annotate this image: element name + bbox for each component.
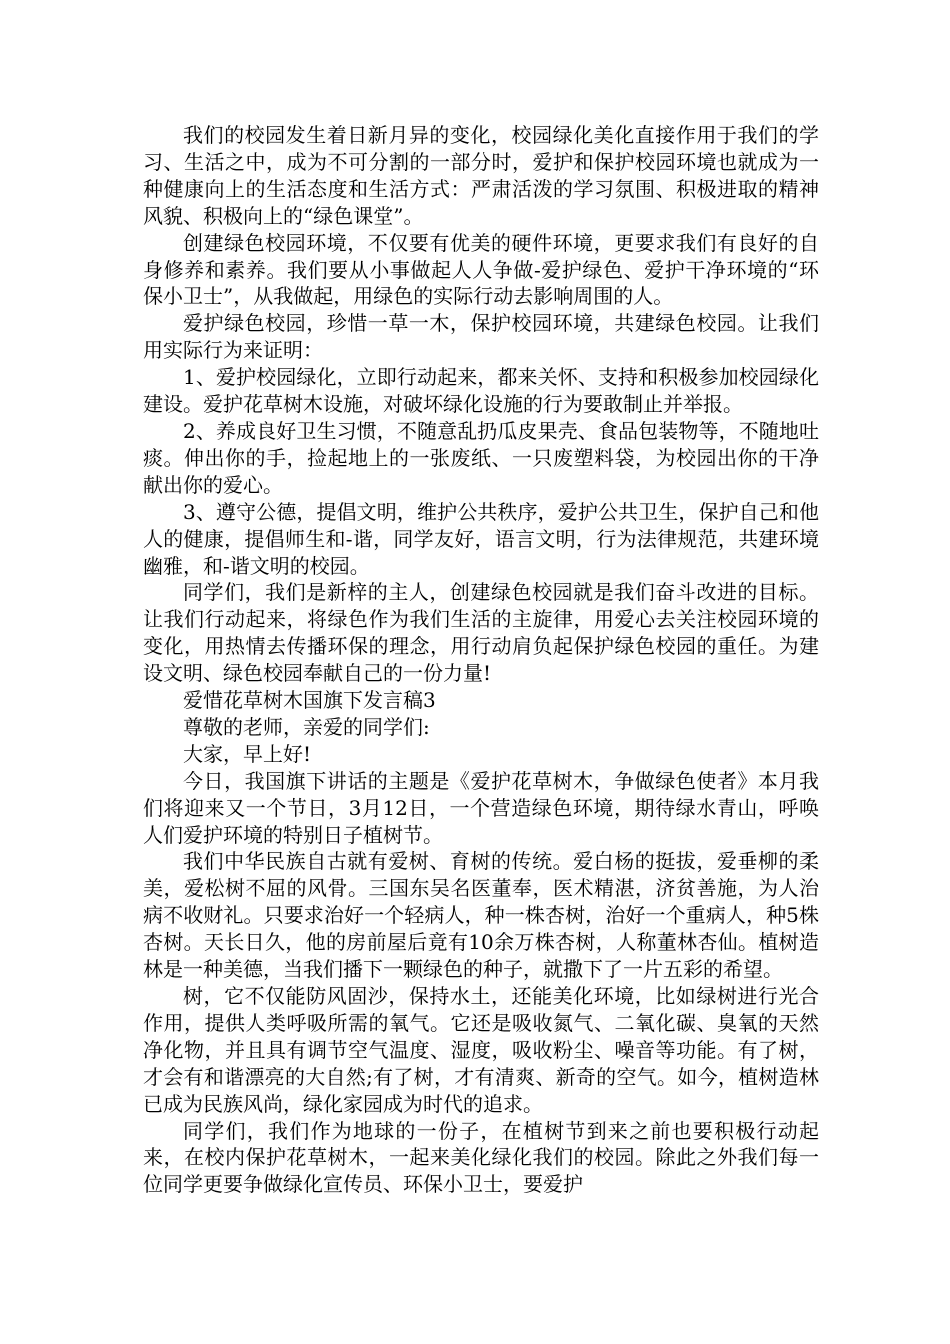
paragraph-item-3: 3、遵守公德，提倡文明，维护公共秩序，爱护公共卫生，保护自己和他人的健康，提倡师生和-谐，同学友好，语言文明，行为法律规范，共建环境幽雅，和-谐文明的校园。 xyxy=(143,499,819,578)
speech-greeting: 大家，早上好! xyxy=(183,741,312,766)
paragraph-speech-topic: 今日，我国旗下讲话的主题是《爱护花草树木，争做绿色使者》本月我们将迎来又一个节日，3月12日，一个营造绿色环境，期待绿水青山，呼唤人们爱护环境的特别日子植树节。 xyxy=(143,768,819,847)
paragraph-item-1: 1、爱护校园绿化，立即行动起来，都来关怀、支持和积极参加校园绿化建设。爱护花草树木设施，对破坏绿化设施的行为要敢制止并举报。 xyxy=(143,365,819,417)
document-body xyxy=(143,122,819,1198)
paragraph-tree-benefits: 树，它不仅能防风固沙，保持水土，还能美化环境，比如绿树进行光合作用，提供人类呼吸所需的氧气。它还是吸收氮气、二氧化碳、臭氧的天然净化物，并且具有调节空气温度、湿度，吸收粉尘、噪音等功能。有了树，才会有和谐漂亮的大自然;有了树，才有清爽、新奇的空气。如今，植树造林已成为民族风尚，绿化家园成为时代的追求。 xyxy=(143,984,819,1116)
paragraph-protect-campus: 爱护绿色校园，珍惜一草一木，保护校园环境，共建绿色校园。让我们用实际行为来证明： xyxy=(143,311,819,363)
paragraph-campus-change: 我们的校园发生着日新月异的变化，校园绿化美化直接作用于我们的学习、生活之中，成为不可分割的一部分时，爱护和保护校园环境也就成为一种健康向上的生活态度和生活方式：严肃活泼的学习氛围、积极进取的精神风貌、积极向上的“绿色课堂”。 xyxy=(143,123,819,228)
paragraph-call-to-action: 同学们，我们是新梓的主人，创建绿色校园就是我们奋斗改进的目标。让我们行动起来，将绿色作为我们生活的主旋律，用爱心去关注校园环境的变化，用热情去传播环保的理念，用行动肩负起保护绿色校园的重任。为建设文明、绿色校园奉献自己的一份力量! xyxy=(143,580,819,686)
paragraph-green-campus: 创建绿色校园环境，不仅要有优美的硬件环境，更要求我们有良好的自身修养和素养。我们要从小事做起人人争做-爱护绿色、爱护干净环境的“环保小卫士”，从我做起，用绿色的实际行动去影响周围的人。 xyxy=(143,230,819,309)
speech-title: 爱惜花草树木国旗下发言稿3 xyxy=(183,688,436,713)
paragraph-item-2: 2、养成良好卫生习惯，不随意乱扔瓜皮果壳、食品包装物等，不随地吐痰。伸出你的手，捡起地上的一张废纸、一只废塑料袋，为校园出你的干净献出你的爱心。 xyxy=(143,418,819,497)
paragraph-tree-tradition: 我们中华民族自古就有爱树、育树的传统。爱白杨的挺拔，爱垂柳的柔美，爱松树不屈的风骨。三国东吴名医董奉，医术精湛，济贫善施，为人治病不收财礼。只要求治好一个轻病人，种一株杏树，治好一个重病人，种5株杏树。天长日久，他的房前屋后竟有10余万株杏树，人称董林杏仙。植树造林是一种美德，当我们播下一颗绿色的种子，就撒下了一片五彩的希望。 xyxy=(143,849,819,982)
speech-salutation: 尊敬的老师，亲爱的同学们: xyxy=(183,714,430,739)
paragraph-student-action: 同学们，我们作为地球的一份子，在植树节到来之前也要积极行动起来，在校内保护花草树木，一起来美化绿化我们的校园。除此之外我们每一位同学更要争做绿化宣传员、环保小卫士，要爱护 xyxy=(143,1118,819,1197)
